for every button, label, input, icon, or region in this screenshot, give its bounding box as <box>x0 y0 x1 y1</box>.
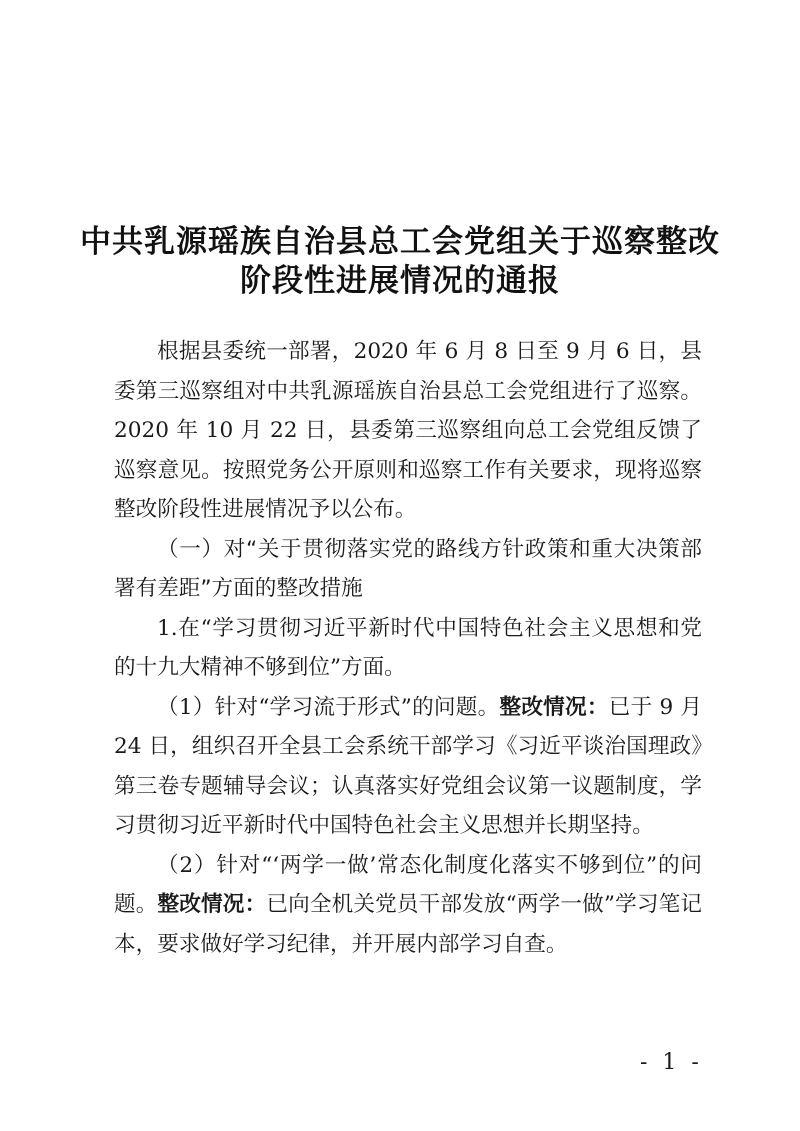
sub-item-2-label: 整改情况： <box>157 892 267 917</box>
sub-item-2 <box>114 846 702 965</box>
title-line-1: 中共乳源瑶族自治县总工会党组关于巡察整改 <box>80 224 720 260</box>
sub-item-2-text: 已向全机关党员干部发放“两学一做”学习笔记本，要求做好学习纪律，并开展内部学习自查。 <box>114 892 702 957</box>
sub-item-1-lead: （1）针对“学习流于形式”的问题。 <box>157 694 500 720</box>
item-heading-1: 1.在“学习贯彻习近平新时代中国特色社会主义思想和党的十九大精神不够到位”方面。 <box>114 615 702 680</box>
sub-item-1-label: 整改情况： <box>499 694 609 720</box>
sub-item-1-text: 已于 9 月 24 日，组织召开全县工会系统干部学习《习近平谈治国理政》第三卷专题辅导会议；认真落实好党组会议第一议题制度，学习贯彻习近平新时代中国特色社会主义思想并长期坚持。 <box>114 694 702 838</box>
section-heading-1: （一）对“关于贯彻落实党的路线方针政策和重大决策部署有差距”方面的整改措施 <box>114 536 702 601</box>
title-line-2: 阶段性进展情况的通报 <box>240 263 560 299</box>
intro-paragraph: 根据县委统一部署，2020 年 6 月 8 日至 9 月 6 日，县委第三巡察组对中共乳源瑶族自治县总工会党组进行了巡察。2020 年 10 月 22 日，县委第三巡察组向总工会党组反馈了巡察意见。按照党务公开原则和巡察工作有关要求，现将巡察整改阶段性进展情况予以公布。 <box>114 339 702 522</box>
sub-item-2-lead: （2）针对“‘两学一做’常态化制度化落实不够到位”的问题。 <box>114 852 702 917</box>
document-body <box>114 332 702 964</box>
page-number: - 1 - <box>640 1050 703 1075</box>
sub-item-1 <box>114 688 702 846</box>
